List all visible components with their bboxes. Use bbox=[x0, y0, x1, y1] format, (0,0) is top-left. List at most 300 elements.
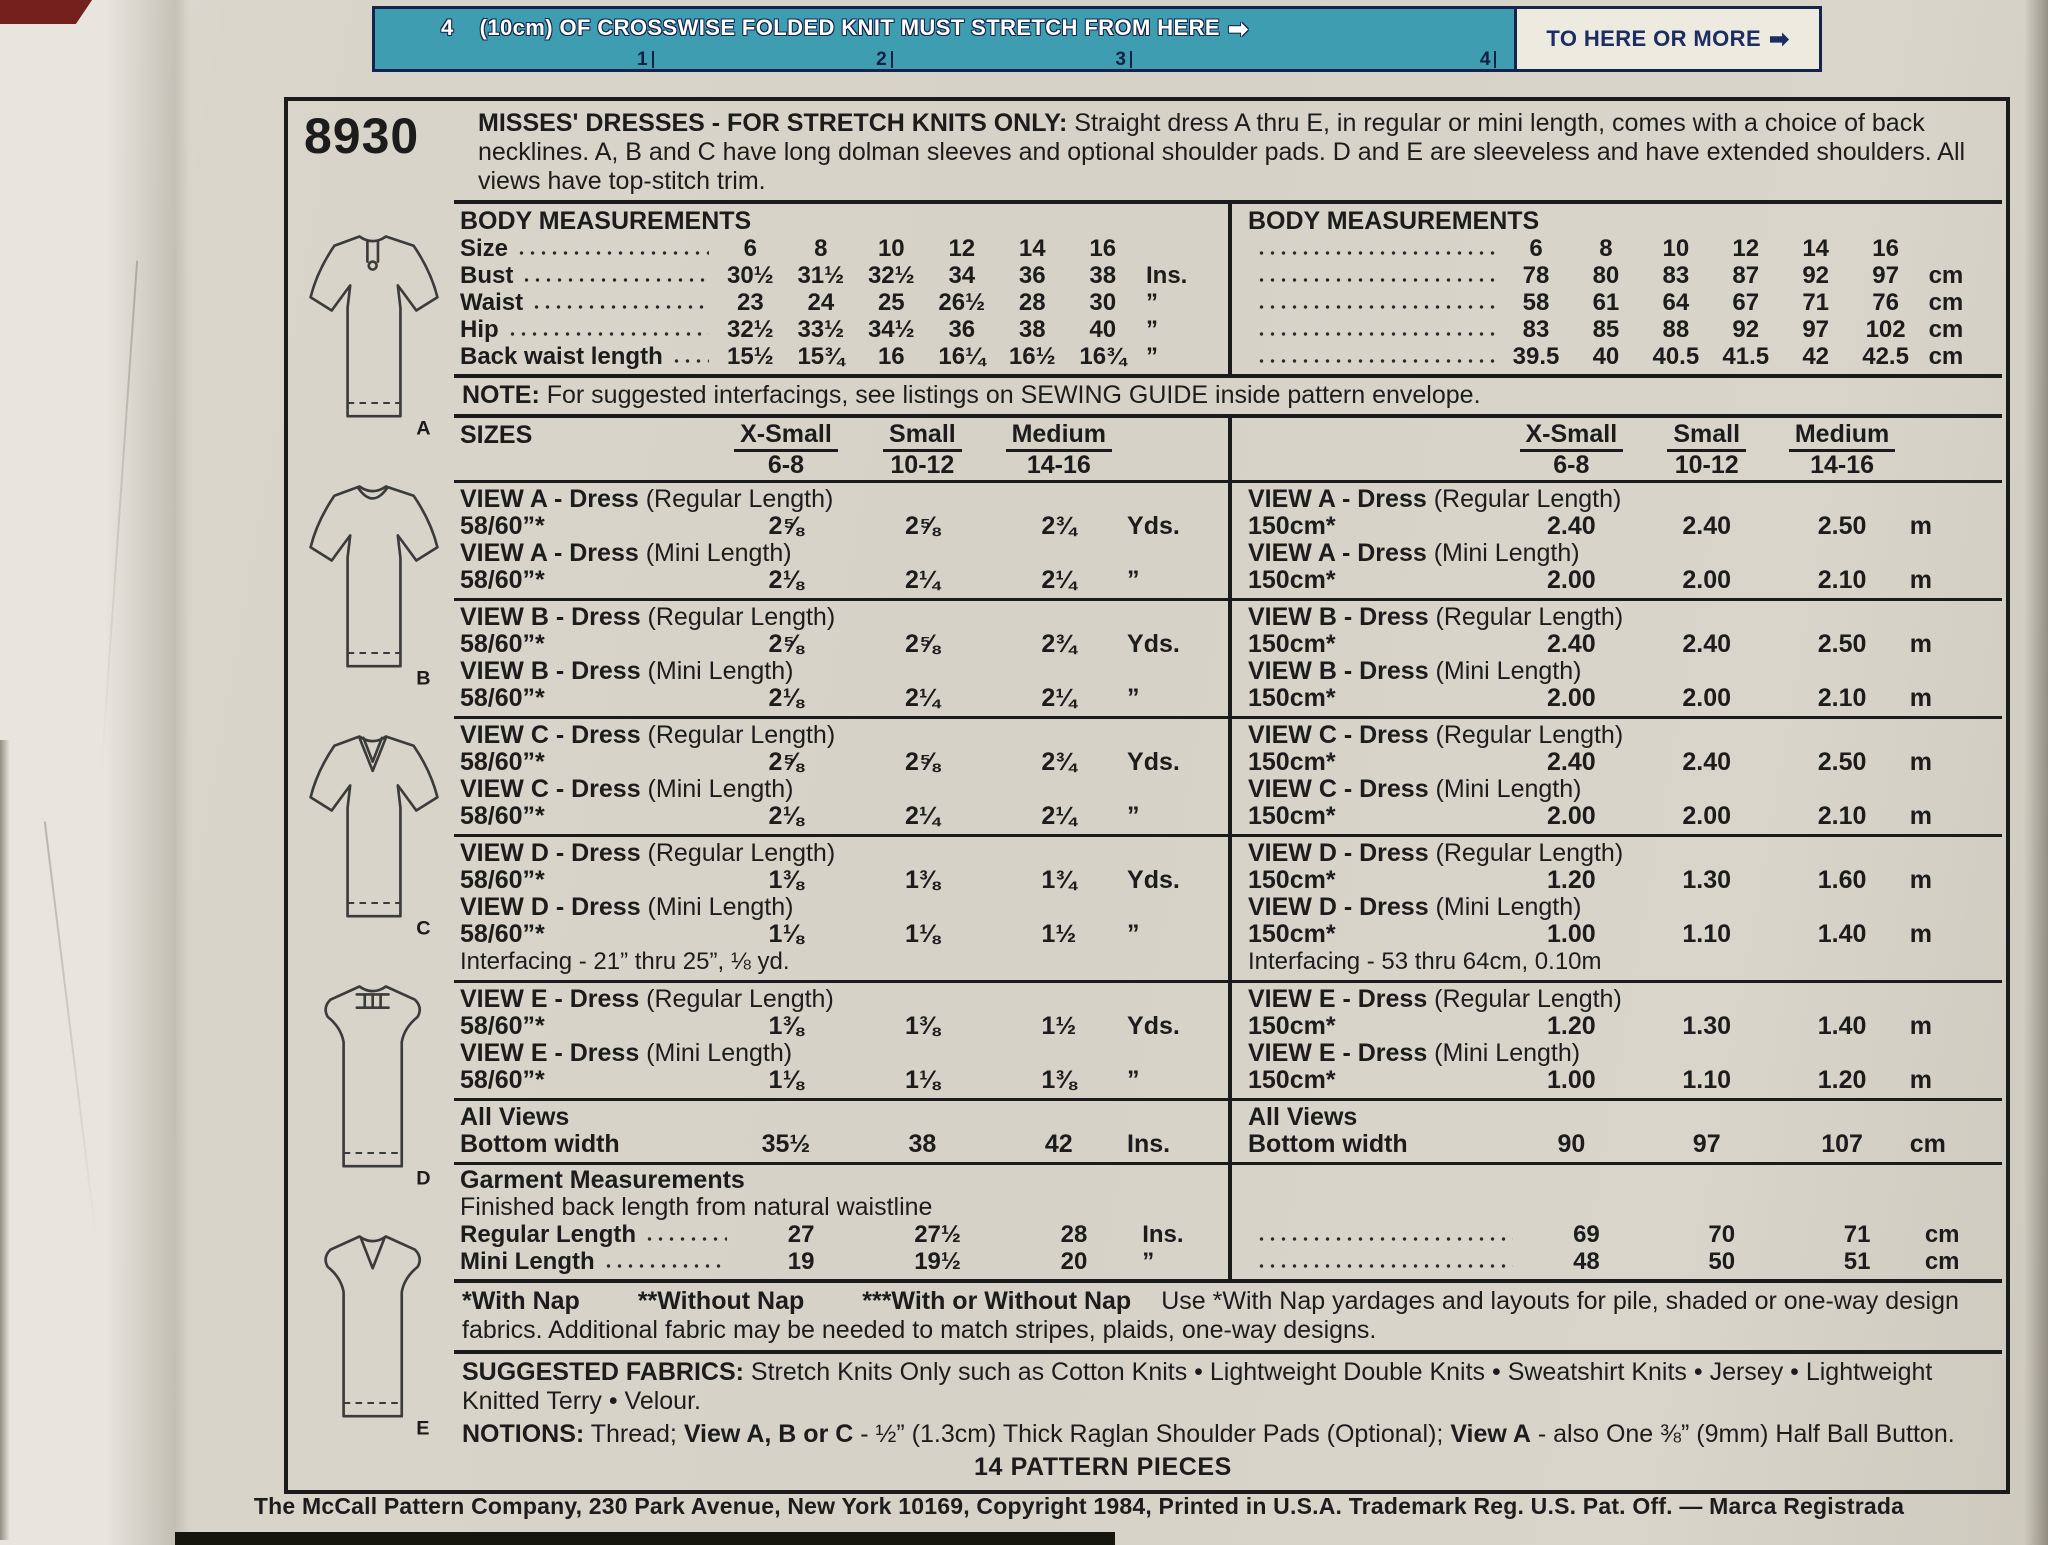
gauge-tick-label: 2 bbox=[876, 51, 893, 68]
dotted-leader bbox=[1256, 329, 1495, 338]
view-title-bold: VIEW D - Dress bbox=[460, 893, 641, 921]
garment-value: 70 bbox=[1708, 1221, 1736, 1248]
yardage-value: 1.10 bbox=[1682, 1066, 1732, 1094]
note-text: For suggested interfacings, see listings on SEWING GUIDE inside pattern envelope. bbox=[539, 381, 1481, 409]
yardage-value: 1⅜ bbox=[1041, 1066, 1077, 1094]
size-name-text: Small bbox=[1667, 421, 1746, 452]
yardage-unit: ” bbox=[1127, 684, 1140, 712]
interfacing-footnote: Interfacing - 21” thru 25”, ⅛ yd. bbox=[460, 948, 790, 975]
view-title-bold: VIEW E - Dress bbox=[460, 1039, 640, 1067]
gauge-instruction-text: (10cm) OF CROSSWISE FOLDED KNIT MUST STRETCH FROM HERE bbox=[479, 15, 1220, 40]
garment-row bbox=[460, 1221, 1218, 1248]
measurement-value: 42 bbox=[1802, 343, 1830, 370]
body-measurement-row bbox=[1248, 343, 2000, 370]
yardage-unit: m bbox=[1909, 748, 1932, 776]
yardage-row bbox=[460, 921, 1218, 948]
measurement-value: 34½ bbox=[867, 316, 915, 343]
fabric-width-label: 58/60”* bbox=[460, 630, 545, 658]
view-title-bold: VIEW D - Dress bbox=[460, 839, 641, 867]
with-nap-label: *With Nap bbox=[462, 1287, 580, 1315]
garment-heading: Garment Measurements bbox=[460, 1166, 745, 1194]
yardage-unit: m bbox=[1909, 1066, 1932, 1094]
yardage-unit: ” bbox=[1127, 920, 1140, 948]
dress-illustration-column bbox=[288, 200, 454, 1484]
size-name-text: X-Small bbox=[1520, 421, 1624, 452]
garment-unit: cm bbox=[1924, 1248, 1960, 1275]
yardage-value: 1.00 bbox=[1547, 920, 1596, 948]
garment-unit: ” bbox=[1142, 1248, 1155, 1275]
yardage-value: 1½ bbox=[1041, 920, 1077, 948]
measurement-value: 67 bbox=[1732, 289, 1760, 316]
yardage-value: 2.00 bbox=[1547, 684, 1596, 712]
measurement-unit: cm bbox=[1928, 343, 1964, 370]
yardage-value: 2.40 bbox=[1547, 630, 1596, 658]
yardage-unit: Yds. bbox=[1127, 866, 1180, 894]
description-body: Straight dress A thru E, in regular or mini length, comes with a choice of back necklines. A, B and C have long dolman sleeves and optional shoulder pads. D and E are sleeveless and have extended shoulders. All views have top-stitch trim. bbox=[478, 109, 1966, 195]
notions-text: View A, B or C bbox=[683, 1420, 854, 1448]
measurement-value: 83 bbox=[1522, 316, 1550, 343]
sizes-header-imperial bbox=[454, 418, 1228, 480]
measurement-value: 42.5 bbox=[1862, 343, 1909, 370]
garment-spacer bbox=[1248, 1194, 2000, 1221]
yardage-row bbox=[1248, 567, 2000, 594]
fabric-width-label: 58/60”* bbox=[460, 866, 545, 894]
yardage-unit: ” bbox=[1127, 802, 1140, 830]
dotted-leader bbox=[1256, 248, 1495, 257]
view-title: VIEW A - Dress (Regular Length) bbox=[460, 485, 834, 513]
yardage-value: 2⅝ bbox=[904, 512, 940, 540]
body-measurements-imperial bbox=[454, 204, 1228, 374]
yardage-value: 2⅝ bbox=[904, 748, 940, 776]
measurement-value: 8 bbox=[814, 235, 828, 262]
measurement-label: Waist bbox=[460, 289, 524, 316]
garment-value: 28 bbox=[1060, 1221, 1088, 1248]
bottom-dark-strip bbox=[175, 1532, 1115, 1545]
yardage-row bbox=[1248, 513, 2000, 540]
gauge-tick-label: 3 bbox=[1115, 51, 1132, 68]
dotted-leader bbox=[531, 302, 709, 311]
measurement-value: 6 bbox=[1529, 235, 1543, 262]
yardage-value: 1.30 bbox=[1682, 1012, 1732, 1040]
interfacing-footnote: Interfacing - 53 thru 64cm, 0.10m bbox=[1248, 948, 1602, 975]
measurement-value: 25 bbox=[877, 289, 905, 316]
yardage-value: 2¼ bbox=[1041, 684, 1077, 712]
gauge-target-box bbox=[1514, 9, 1819, 69]
measurement-unit: cm bbox=[1928, 289, 1964, 316]
garment-met bbox=[1228, 1165, 2002, 1279]
measurement-value: 40.5 bbox=[1652, 343, 1700, 370]
notions-text: - also One ⅜” (9mm) Half Ball Button. bbox=[1530, 1420, 1955, 1448]
dotted-leader bbox=[1256, 302, 1495, 311]
view-title: VIEW B - Dress (Mini Length) bbox=[1248, 657, 1582, 685]
measurement-label: Bust bbox=[460, 262, 514, 289]
yardage-value: 1¾ bbox=[1041, 866, 1077, 894]
gauge-target-text: TO HERE OR MORE bbox=[1546, 26, 1762, 51]
yardage-row bbox=[1248, 1067, 2000, 1094]
yardage-value: 2.40 bbox=[1682, 512, 1732, 540]
with-or-without-nap-label: ***With or Without Nap bbox=[862, 1287, 1132, 1315]
pattern-info-box bbox=[284, 97, 2010, 1494]
view-title-bold: VIEW C - Dress bbox=[460, 721, 641, 749]
yardage-unit: Yds. bbox=[1127, 748, 1180, 776]
fabric-width-label: 58/60”* bbox=[460, 748, 545, 776]
nap-usage-text: Use *With Nap yardages and layouts for pile, shaded or one-way design fabrics. Additional fabric may be needed to match stripes, plaids, one-way designs. bbox=[462, 1287, 1959, 1344]
size-range: 10-12 bbox=[890, 451, 955, 479]
yardage-value: 2⅝ bbox=[768, 512, 804, 540]
view-yardage-group bbox=[454, 719, 2002, 837]
dress-view-b-illustration bbox=[300, 454, 448, 704]
measurement-value: 16 bbox=[877, 343, 905, 370]
size-range: 14-16 bbox=[1810, 451, 1875, 479]
yardage-value: 2¾ bbox=[1041, 512, 1077, 540]
body-measurements-title: BODY MEASUREMENTS bbox=[1248, 207, 1540, 235]
nap-legend bbox=[454, 1279, 2002, 1347]
fabric-width-label: 150cm* bbox=[1248, 920, 1336, 948]
yardage-row bbox=[460, 567, 1218, 594]
measurement-label: Back waist length bbox=[460, 343, 663, 370]
bottom-width-unit: Ins. bbox=[1127, 1130, 1171, 1158]
dress-view-c-illustration bbox=[300, 704, 448, 954]
notions-text: Thread; bbox=[584, 1420, 684, 1448]
yardage-value: 2¼ bbox=[1041, 802, 1077, 830]
size-name bbox=[854, 421, 990, 452]
suggested-fabrics bbox=[454, 1350, 2002, 1418]
measurement-value: 16¼ bbox=[938, 343, 986, 370]
yardage-value: 1⅜ bbox=[768, 866, 804, 894]
yardage-unit: ” bbox=[1127, 566, 1140, 594]
yardage-value: 1⅛ bbox=[768, 920, 804, 948]
measurement-value: 14 bbox=[1802, 235, 1830, 262]
yardage-metric bbox=[1228, 719, 2002, 834]
size-unit-spacer bbox=[1910, 421, 2000, 478]
view-title-bold: VIEW E - Dress bbox=[460, 985, 640, 1013]
yardage-unit: m bbox=[1909, 920, 1932, 948]
description-title: MISSES' DRESSES - FOR STRETCH KNITS ONLY: bbox=[478, 109, 1068, 137]
view-title: VIEW D - Dress (Regular Length) bbox=[1248, 839, 1624, 867]
dotted-leader bbox=[1256, 1234, 1513, 1243]
dotted-leader bbox=[603, 1261, 727, 1270]
yardage-unit: m bbox=[1909, 1012, 1932, 1040]
garment-row bbox=[1248, 1221, 2000, 1248]
bottom-width-label: Bottom width bbox=[1248, 1130, 1408, 1158]
yardage-value: 2.50 bbox=[1817, 748, 1867, 776]
fabric-width-label: 58/60”* bbox=[460, 684, 545, 712]
view-title: VIEW D - Dress (Mini Length) bbox=[460, 893, 794, 921]
measurement-value: 78 bbox=[1522, 262, 1550, 289]
note-label: NOTE: bbox=[462, 381, 540, 409]
svg-text:B: B bbox=[416, 667, 431, 690]
dotted-leader bbox=[1256, 275, 1495, 284]
measurement-value: 16½ bbox=[1008, 343, 1056, 370]
view-title: VIEW A - Dress (Regular Length) bbox=[1248, 485, 1622, 513]
view-yardage-group bbox=[454, 601, 2002, 719]
yardage-value: 2.40 bbox=[1682, 748, 1732, 776]
fabric-width-label: 58/60”* bbox=[460, 566, 545, 594]
view-title: VIEW B - Dress (Mini Length) bbox=[460, 657, 794, 685]
envelope-flap-edge bbox=[0, 0, 190, 1545]
yardage-unit: Yds. bbox=[1127, 1012, 1180, 1040]
svg-text:C: C bbox=[416, 917, 431, 940]
view-title-bold: VIEW E - Dress bbox=[1248, 985, 1428, 1013]
yardage-value: 1⅛ bbox=[768, 1066, 804, 1094]
stretch-gauge-bar bbox=[372, 6, 1822, 72]
pattern-header bbox=[288, 101, 2002, 200]
measurement-value: 71 bbox=[1802, 289, 1830, 316]
yardage-value: 1.00 bbox=[1547, 1066, 1596, 1094]
dotted-leader bbox=[1256, 356, 1495, 365]
yardage-row bbox=[1248, 1013, 2000, 1040]
measurement-value: 36 bbox=[948, 316, 976, 343]
measurement-value: 23 bbox=[736, 289, 764, 316]
size-name bbox=[1639, 421, 1774, 452]
yardage-table bbox=[454, 483, 2002, 1101]
measurement-value: 24 bbox=[807, 289, 835, 316]
yardage-metric bbox=[1228, 601, 2002, 716]
measurement-value: 33½ bbox=[797, 316, 845, 343]
measurement-value: 16¾ bbox=[1079, 343, 1127, 370]
yardage-unit: m bbox=[1909, 566, 1932, 594]
gauge-tick-label: 1 bbox=[637, 51, 654, 68]
yardage-value: 2.10 bbox=[1817, 802, 1867, 830]
dotted-leader bbox=[516, 248, 709, 257]
measurement-value: 102 bbox=[1865, 316, 1906, 343]
body-measurement-row bbox=[460, 235, 1218, 262]
view-title: VIEW E - Dress (Mini Length) bbox=[460, 1039, 793, 1067]
view-title: VIEW A - Dress (Mini Length) bbox=[460, 539, 792, 567]
yardage-value: 2.50 bbox=[1817, 630, 1867, 658]
yardage-unit: m bbox=[1909, 866, 1932, 894]
measurement-value: 30½ bbox=[726, 262, 774, 289]
yardage-value: 2¾ bbox=[1041, 630, 1077, 658]
measurement-value: 80 bbox=[1592, 262, 1620, 289]
yardage-value: 2¾ bbox=[1041, 748, 1077, 776]
measurement-value: 39.5 bbox=[1512, 343, 1560, 370]
yardage-value: 1.40 bbox=[1817, 1012, 1867, 1040]
fabric-width-label: 58/60”* bbox=[460, 1012, 545, 1040]
size-name-text: Small bbox=[883, 421, 962, 452]
dotted-leader bbox=[671, 356, 709, 365]
garment-value: 71 bbox=[1843, 1221, 1871, 1248]
size-range: 6-8 bbox=[767, 451, 804, 479]
dress-view-d-illustration bbox=[300, 954, 448, 1204]
sizes-label: SIZES bbox=[460, 421, 533, 449]
size-name-text: Medium bbox=[1006, 421, 1112, 452]
body-measurement-row bbox=[1248, 316, 2000, 343]
yardage-unit: m bbox=[1909, 802, 1932, 830]
yardage-value: 2.40 bbox=[1547, 512, 1596, 540]
yardage-value: 2⅝ bbox=[904, 630, 940, 658]
suggested-fabrics-text: Stretch Knits Only such as Cotton Knits • Lightweight Double Knits • Sweatshirt Knits • Jersey • Lightweight Knitted Terry • Velour. bbox=[462, 1358, 1933, 1415]
bottom-width-label: Bottom width bbox=[460, 1130, 620, 1158]
garment-value: 51 bbox=[1843, 1248, 1871, 1275]
suggested-fabrics-label: SUGGESTED FABRICS: bbox=[462, 1358, 744, 1386]
garment-value: 19½ bbox=[914, 1248, 961, 1275]
measurement-value: 32½ bbox=[867, 262, 915, 289]
measurement-value: 58 bbox=[1522, 289, 1550, 316]
measurement-value: 10 bbox=[1662, 235, 1690, 262]
without-nap-label: **Without Nap bbox=[637, 1287, 805, 1315]
view-title: VIEW A - Dress (Mini Length) bbox=[1248, 539, 1580, 567]
left-edge-shadow bbox=[0, 740, 10, 1540]
yardage-unit: m bbox=[1909, 684, 1932, 712]
view-title: VIEW B - Dress (Regular Length) bbox=[460, 603, 836, 631]
measurement-value: 38 bbox=[1089, 262, 1117, 289]
yardage-value: 1.30 bbox=[1682, 866, 1732, 894]
measurement-value: 16 bbox=[1872, 235, 1899, 262]
size-column-header bbox=[991, 421, 1127, 478]
gauge-target-arrow-icon: ➡ bbox=[1769, 25, 1790, 53]
measurement-unit: cm bbox=[1928, 316, 1964, 343]
yardage-value: 2⅛ bbox=[768, 802, 804, 830]
measurement-value: 36 bbox=[1018, 262, 1046, 289]
garment-row bbox=[1248, 1248, 2000, 1275]
gauge-start-number: 4 bbox=[441, 15, 454, 40]
bottom-width-value: 90 bbox=[1557, 1130, 1586, 1158]
fabric-width-label: 58/60”* bbox=[460, 1066, 545, 1094]
view-yardage-group bbox=[454, 983, 2002, 1101]
yardage-value: 2.00 bbox=[1682, 684, 1732, 712]
svg-text:D: D bbox=[416, 1167, 431, 1190]
yardage-value: 2.00 bbox=[1547, 802, 1596, 830]
measurement-value: 15¾ bbox=[797, 343, 845, 370]
yardage-row bbox=[460, 1013, 1218, 1040]
garment-row-label: Regular Length bbox=[460, 1221, 637, 1248]
size-name-text: X-Small bbox=[734, 421, 838, 452]
yardage-value: 2.40 bbox=[1682, 630, 1732, 658]
yardage-value: 1.10 bbox=[1682, 920, 1732, 948]
view-title-bold: VIEW B - Dress bbox=[460, 657, 641, 685]
view-title-bold: VIEW C - Dress bbox=[460, 775, 641, 803]
garment-spacer bbox=[1248, 1167, 2000, 1194]
body-measurement-row bbox=[460, 289, 1218, 316]
view-title: VIEW C - Dress (Mini Length) bbox=[460, 775, 794, 803]
yardage-row bbox=[460, 749, 1218, 776]
fabric-width-label: 150cm* bbox=[1248, 566, 1336, 594]
measurement-value: 83 bbox=[1662, 262, 1690, 289]
dotted-leader bbox=[507, 329, 709, 338]
yardage-value: 2⅛ bbox=[768, 566, 804, 594]
yardage-unit: ” bbox=[1127, 1066, 1140, 1094]
measurement-value: 97 bbox=[1872, 262, 1899, 289]
size-unit-spacer bbox=[1127, 421, 1218, 478]
garment-value: 27 bbox=[787, 1221, 815, 1248]
garment-row bbox=[460, 1248, 1218, 1275]
notions-text: View A bbox=[1450, 1420, 1531, 1448]
measurement-value: 6 bbox=[743, 235, 758, 262]
yardage-value: 2⅛ bbox=[768, 684, 804, 712]
sizes-header bbox=[460, 418, 1218, 480]
yardage-imperial bbox=[454, 719, 1228, 834]
measurement-value: 41.5 bbox=[1722, 343, 1770, 370]
yardage-value: 1.20 bbox=[1547, 866, 1596, 894]
yardage-row bbox=[1248, 749, 2000, 776]
all-views-section bbox=[454, 1101, 2002, 1165]
yardage-value: 2⅝ bbox=[768, 748, 804, 776]
measurement-value: 30 bbox=[1089, 289, 1117, 316]
view-title-bold: VIEW D - Dress bbox=[1248, 893, 1429, 921]
notions bbox=[454, 1418, 2002, 1449]
pattern-body bbox=[288, 200, 2002, 1484]
measurement-value: 12 bbox=[948, 235, 976, 262]
view-yardage-group bbox=[454, 837, 2002, 983]
yardage-value: 2.50 bbox=[1817, 512, 1867, 540]
yardage-row bbox=[460, 685, 1218, 712]
yardage-metric bbox=[1228, 483, 2002, 598]
view-title-bold: VIEW D - Dress bbox=[1248, 839, 1429, 867]
measurement-value: 32½ bbox=[726, 316, 774, 343]
view-title: VIEW C - Dress (Regular Length) bbox=[1248, 721, 1624, 749]
measurement-unit: ” bbox=[1146, 316, 1158, 343]
yardage-imperial bbox=[454, 601, 1228, 716]
dotted-leader bbox=[644, 1234, 727, 1243]
yardage-value: 2.10 bbox=[1817, 566, 1867, 594]
measurement-value: 15½ bbox=[726, 343, 774, 370]
view-title: VIEW B - Dress (Regular Length) bbox=[1248, 603, 1624, 631]
bottom-width-value: 35½ bbox=[761, 1130, 811, 1158]
yardage-row bbox=[460, 867, 1218, 894]
yardage-imperial bbox=[454, 837, 1228, 980]
yardage-value: 2.00 bbox=[1547, 566, 1596, 594]
garment-value: 50 bbox=[1708, 1248, 1736, 1275]
yardage-value: 1⅛ bbox=[904, 920, 940, 948]
yardage-row bbox=[460, 513, 1218, 540]
measurement-value: 12 bbox=[1732, 235, 1760, 262]
gauge-tick-label: 4 bbox=[1480, 51, 1497, 68]
yardage-row bbox=[460, 631, 1218, 658]
size-range: 10-12 bbox=[1674, 451, 1739, 479]
measurement-value: 8 bbox=[1599, 235, 1613, 262]
body-measurement-row bbox=[460, 343, 1218, 370]
measurement-value: 10 bbox=[877, 235, 905, 262]
garment-value: 48 bbox=[1573, 1248, 1600, 1275]
view-title-bold: VIEW E - Dress bbox=[1248, 1039, 1428, 1067]
all-views-heading: All Views bbox=[1248, 1103, 1358, 1131]
fabric-width-label: 58/60”* bbox=[460, 802, 545, 830]
fabric-width-label: 150cm* bbox=[1248, 802, 1336, 830]
fabric-width-label: 150cm* bbox=[1248, 866, 1336, 894]
yardage-row bbox=[460, 1067, 1218, 1094]
measurement-value: 14 bbox=[1018, 235, 1046, 262]
pattern-number: 8930 bbox=[304, 108, 420, 164]
fabric-width-label: 150cm* bbox=[1248, 684, 1336, 712]
garment-value: 27½ bbox=[914, 1221, 961, 1248]
view-title-bold: VIEW A - Dress bbox=[460, 539, 639, 567]
pattern-description bbox=[464, 109, 1992, 196]
view-title-bold: VIEW A - Dress bbox=[1248, 485, 1427, 513]
yardage-value: 1.40 bbox=[1817, 920, 1867, 948]
garment-row-label: Mini Length bbox=[460, 1248, 595, 1275]
view-title: VIEW E - Dress (Regular Length) bbox=[1248, 985, 1622, 1013]
view-title-bold: VIEW B - Dress bbox=[1248, 657, 1429, 685]
yardage-value: 1⅜ bbox=[768, 1012, 804, 1040]
all-views-imp bbox=[454, 1101, 1228, 1162]
body-measurement-row bbox=[460, 262, 1218, 289]
view-title-bold: VIEW B - Dress bbox=[460, 603, 641, 631]
fabric-width-label: 150cm* bbox=[1248, 748, 1336, 776]
yardage-unit: m bbox=[1909, 512, 1932, 540]
yardage-row bbox=[1248, 921, 2000, 948]
yardage-unit: m bbox=[1909, 630, 1932, 658]
sizes-header bbox=[1248, 418, 2000, 480]
yardage-value: 2¼ bbox=[904, 566, 940, 594]
size-column-header bbox=[1639, 421, 1774, 478]
dotted-leader bbox=[1256, 1261, 1513, 1270]
garment-subheading: Finished back length from natural waistline bbox=[460, 1193, 933, 1221]
dotted-leader bbox=[521, 275, 709, 284]
stretch-gauge-instruction bbox=[441, 15, 1248, 44]
body-measurement-row bbox=[1248, 235, 2000, 262]
yardage-unit: Yds. bbox=[1127, 512, 1180, 540]
